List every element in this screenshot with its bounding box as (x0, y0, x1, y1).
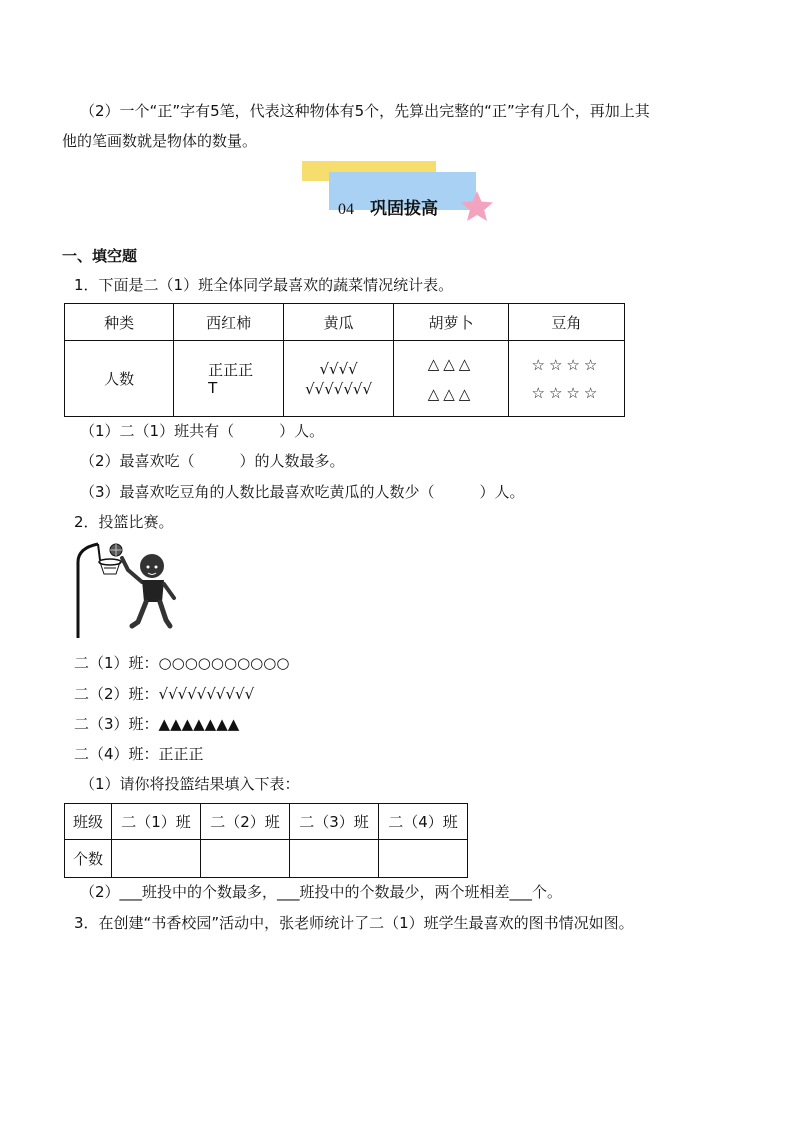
q3-stem: 3．在创建“书香校园”活动中，张老师统计了二（1）班学生最喜欢的图书情况如图。 (74, 914, 634, 932)
table-header-cell: 二（3）班 (290, 804, 379, 840)
answer-cell[interactable] (201, 840, 290, 878)
table-header-cell: 二（2）班 (201, 804, 290, 840)
q2-class2-line: 二（2）班：√√√√√√√√√√ (74, 685, 255, 703)
pink-star-icon (460, 190, 494, 222)
answer-cell[interactable] (379, 840, 468, 878)
table-header-cell: 豆角 (508, 304, 624, 341)
row-label: 人数 (65, 341, 174, 417)
intro-line-2: 他的笔画数就是物体的数量。 (62, 132, 258, 150)
row-label: 个数 (65, 840, 112, 878)
answer-cell[interactable] (290, 840, 379, 878)
cucumber-checks-line: √√√√√√√ (305, 379, 373, 398)
carrot-triangles-line: △△△ (427, 384, 475, 403)
banner-title: 巩固拔高 (370, 199, 438, 219)
bean-stars-line: ☆☆☆☆ (531, 355, 602, 374)
banner-number: 04 (338, 201, 354, 218)
cucumber-checks-line: √√√√ (319, 359, 358, 378)
bean-stars-line: ☆☆☆☆ (531, 383, 602, 402)
section-title: 一、填空题 (62, 247, 138, 265)
q1-stem: 1．下面是二（1）班全体同学最喜欢的蔬菜情况统计表。 (74, 276, 454, 294)
q1-sub1: （1）二（1）班共有（ ）人。 (80, 422, 325, 440)
carrot-triangles-cell (394, 341, 509, 417)
q2-sub2: （2）___班投中的个数最多，___班投中的个数最少，两个班相差___个。 (80, 883, 563, 901)
bean-stars-cell (508, 341, 624, 417)
q2-sub1: （1）请你将投篮结果填入下表： (80, 775, 300, 793)
table-header-cell: 二（4）班 (379, 804, 468, 840)
tomato-tally-line: T (208, 378, 218, 397)
q1-sub3: （3）最喜欢吃豆角的人数比最喜欢吃黄瓜的人数少（ ）人。 (80, 483, 525, 501)
table-header-cell: 西红柿 (174, 304, 284, 341)
q2-class4-line: 二（4）班：正正正 (74, 745, 204, 763)
tomato-tally-line: 正正正 (208, 360, 254, 379)
vegetable-table (64, 303, 625, 417)
banner-heading (338, 194, 438, 219)
table-header-cell: 班级 (65, 804, 112, 840)
table-header-cell: 黄瓜 (284, 304, 394, 341)
basketball-player-image (70, 540, 180, 640)
carrot-triangles-line: △△△ (427, 354, 475, 373)
cucumber-checks-cell (284, 341, 394, 417)
intro-line-1: （2）一个“正”字有5笔，代表这种物体有5个，先算出完整的“正”字有几个，再加上其 (80, 102, 650, 120)
q2-class1-line: 二（1）班：○○○○○○○○○○ (74, 654, 290, 672)
answer-cell[interactable] (112, 840, 201, 878)
q2-stem: 2．投篮比赛。 (74, 513, 174, 531)
table-header-cell: 二（1）班 (112, 804, 201, 840)
table-header-cell: 种类 (65, 304, 174, 341)
q1-sub2: （2）最喜欢吃（ ）的人数最多。 (80, 452, 345, 470)
basketball-table (64, 803, 468, 878)
table-header-cell: 胡萝卜 (394, 304, 509, 341)
tomato-tally-cell (174, 341, 284, 417)
q2-class3-line: 二（3）班：▲▲▲▲▲▲▲ (74, 715, 240, 733)
